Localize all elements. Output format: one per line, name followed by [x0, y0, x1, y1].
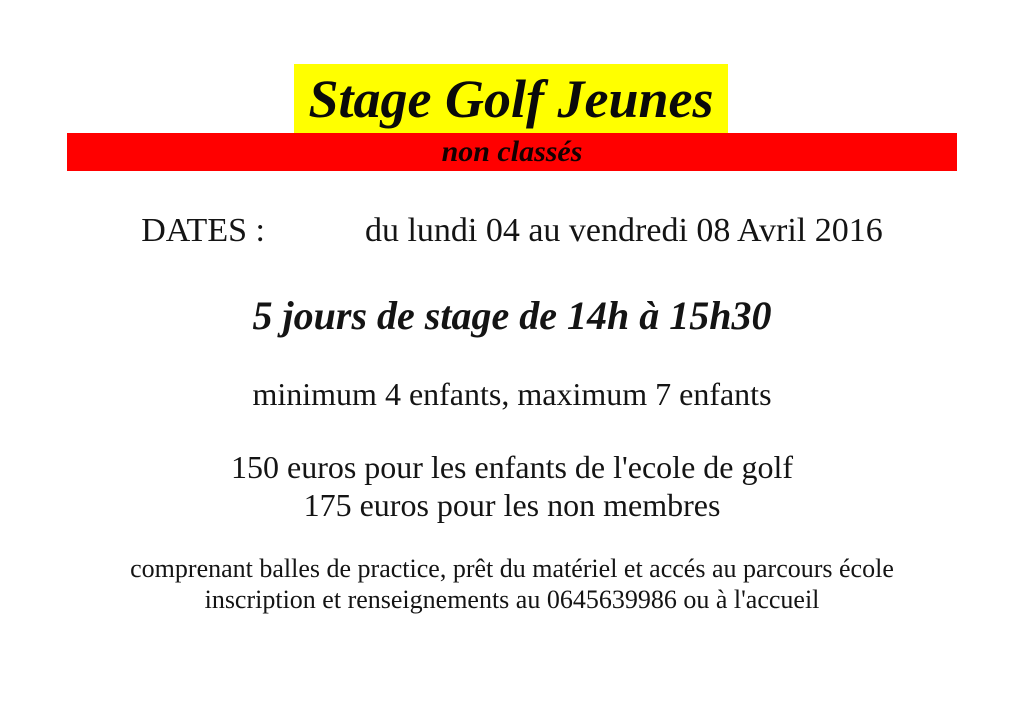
dates-row [0, 211, 1024, 252]
pricing-block [0, 448, 1024, 524]
price-members: 150 euros pour les enfants de l'ecole de golf [230, 449, 794, 485]
registration-line: inscription et renseignements au 0645639986 ou à l'accueil [204, 585, 820, 614]
price-non-members: 175 euros pour les non membres [303, 487, 721, 523]
page-title: Stage Golf Jeunes [308, 68, 714, 129]
subtitle-text: non classés [441, 135, 583, 168]
includes-line: comprenant balles de practice, prêt du matériel et accés au parcours école [130, 554, 894, 583]
capacity-line: minimum 4 enfants, maximum 7 enfants [252, 376, 772, 412]
title-banner [294, 64, 728, 133]
schedule-line: 5 jours de stage de 14h à 15h30 [252, 293, 772, 338]
subtitle-banner [67, 133, 957, 171]
footer-block [0, 553, 1024, 615]
dates-label: DATES : [141, 212, 265, 249]
dates-value: du lundi 04 au vendredi 08 Avril 2016 [364, 212, 883, 249]
